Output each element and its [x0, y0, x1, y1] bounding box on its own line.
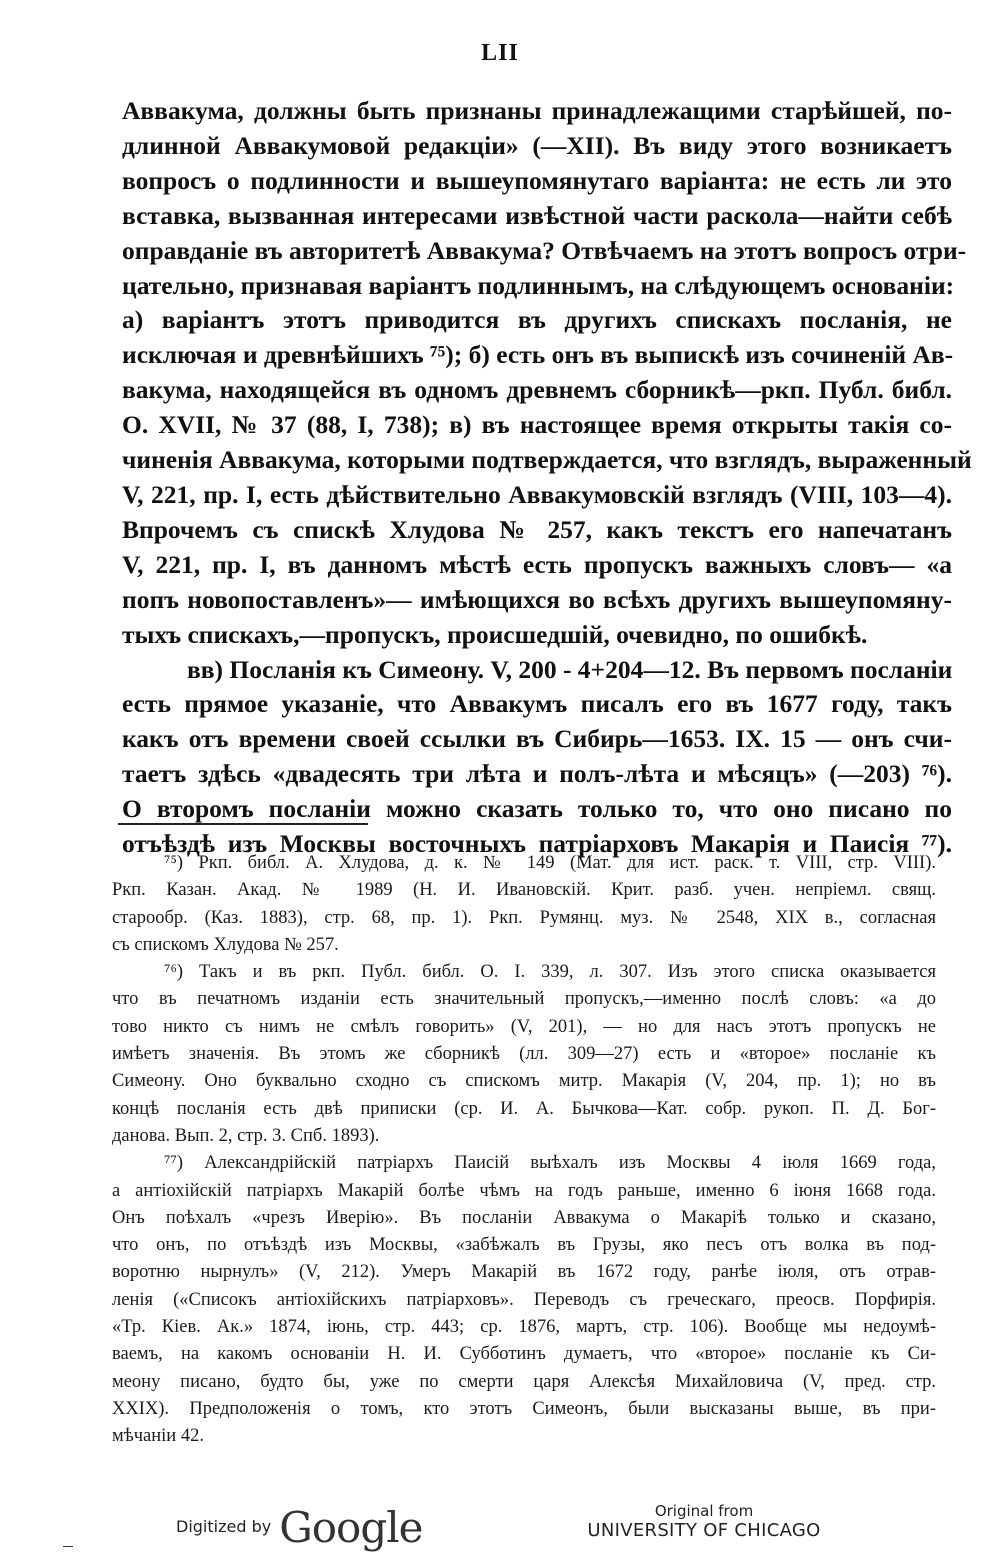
text-line: цательно, признавая варіантъ подлиннымъ, на слѣдующемъ основаніи: [122, 270, 955, 300]
footnotes [112, 850, 936, 1451]
text-line: V, 221, пр. I, есть дѣйствительно Аввакумовскій взглядъ (VIII, 103—4). [122, 479, 952, 509]
text-line: вакума, находящейся въ одномъ древнемъ сборникѣ—ркп. Публ. библ. [122, 375, 952, 405]
original-from-label: Original from [654, 1502, 754, 1520]
footnote-line: ⁷⁶) Такъ и въ ркп. Публ. библ. О. I. 339, л. 307. Изъ этого списка оказывается [164, 962, 936, 983]
footnote-line: меону писано, будто бы, уже по смерти царя Алексѣя Михайловича (V, пред. стр. [112, 1371, 936, 1392]
text-line: таетъ здѣсь «двадесять три лѣта и полъ-лѣта и мѣсяцъ» (—203) ⁷⁶). [122, 759, 952, 789]
text-line: тыхъ спискахъ,—пропускъ, происшедшій, очевидно, по ошибкѣ. [122, 619, 868, 649]
footnote-line: данова. Вып. 2, стр. 3. Спб. 1893). [112, 1125, 380, 1146]
text-line: вопросъ о подлинности и вышеупомянутаго варіанта: не есть ли это [122, 165, 952, 195]
footnote-separator [118, 823, 368, 825]
text-line: чиненія Аввакума, которыми подтверждается, что взглядъ, выраженный [122, 445, 972, 475]
footnote-line: старообр. (Каз. 1883), стр. 68, пр. 1). Ркп. Румянц. муз. № 2548, XIX в., согласная [112, 907, 936, 928]
footnote-line: а антіохійскій патріархъ Макарій болѣе чѣмъ на годъ раньше, именно 6 іюня 1668 года. [112, 1180, 936, 1201]
text-line: Аввакума, должны быть признаны принадлежащими старѣйшей, по- [122, 96, 952, 125]
footnote-line: ⁷⁷) Александрійскій патріархъ Паисій выѣхалъ изъ Москвы 4 іюля 1669 года, [164, 1153, 936, 1174]
paragraph-1 [122, 94, 972, 653]
main-text [122, 94, 972, 862]
footnote-line: Ркп. Казан. Акад. № 1989 (Н. И. Ивановскій. Крит. разб. учен. непріемл. свящ. [112, 880, 936, 901]
text-line: попъ новопоставленъ»— имѣющихся во всѣхъ другихъ вышеупомяну- [122, 584, 952, 614]
university-label: UNIVERSITY OF CHICAGO [587, 1520, 821, 1541]
footnote-line: Онъ поѣхалъ «чрезъ Иверію». Въ посланіи Аввакума о Макаріѣ только и сказано, [112, 1207, 936, 1228]
footnote-line: тово никто съ нимъ не смѣлъ говорить» (V, 201), — но для насъ этотъ пропускъ не [112, 1016, 936, 1037]
footnote-line: имѣетъ значенія. Въ этомъ же сборникѣ (лл. 309—27) есть и «второе» посланіе къ [112, 1044, 936, 1065]
original-from [584, 1502, 824, 1541]
footnote-75 [112, 850, 936, 959]
google-logo: Google [279, 1503, 423, 1552]
text-line: О второмъ посланіи можно сказать только то, что оно писано по [122, 794, 952, 824]
text-line: Впрочемъ съ спискѣ Хлудова № 257, какъ текстъ его напечатанъ [122, 514, 952, 544]
text-line: О. XVII, № 37 (88, I, 738); в) въ настоящее время открыты такія со- [122, 410, 952, 440]
text-line: длинной Аввакумовой редакціи» (—XII). Въ виду этого возникаетъ [122, 130, 952, 160]
page-number: LII [481, 40, 519, 66]
digitized-by-google [176, 1492, 423, 1552]
footnote-line: съ спискомъ Хлудова № 257. [112, 934, 339, 955]
footnote-76 [112, 959, 936, 1150]
footnote-line: ленія («Списокъ антіохійскихъ патріарховъ». Переводъ съ греческаго, преосв. Порфирія. [112, 1289, 936, 1310]
footnote-line: концѣ посланія есть двѣ приписки (ср. И. А. Бычкова—Кат. собр. рукоп. П. Д. Бог- [112, 1098, 936, 1119]
footnote-line: «Тр. Кіев. Ак.» 1874, іюнь, стр. 443; ср. 1876, мартъ, стр. 106). Вообще мы недоумѣ- [112, 1317, 936, 1338]
footnote-line: что въ печатномъ изданіи есть значительный пропускъ,—именно послѣ словъ: «а до [112, 989, 936, 1010]
footnote-line: ⁷⁵) Ркп. библ. А. Хлудова, д. к. № 149 (Мат. для ист. раск. т. VIII, стр. VIII). [164, 853, 936, 873]
text-line: какъ отъ времени своей ссылки въ Сибирь—1653. IX. 15 — онъ счи- [122, 724, 952, 754]
footnote-line: Симеону. Оно буквально сходно съ спискомъ митр. Макарія (V, 204, пр. 1); но въ [112, 1071, 936, 1092]
footnote-77 [112, 1150, 936, 1450]
footnote-line: ваемъ, на какомъ основаніи Н. И. Субботинъ думаетъ, что «второе» посланіе къ Си- [112, 1344, 936, 1365]
text-line: V, 221, пр. I, въ данномъ мѣстѣ есть пропускъ важныхъ словъ— «а [122, 549, 952, 579]
text-line: а) варіантъ этотъ приводится въ другихъ спискахъ посланія, не [122, 305, 952, 335]
footnote-line: что онъ, по отъѣздѣ изъ Москвы, «забѣжалъ въ Грузы, яко песъ отъ волка въ под- [112, 1235, 936, 1256]
footnote-line: мѣчаніи 42. [112, 1426, 204, 1447]
paragraph-2 [122, 653, 952, 862]
text-line: вставка, вызванная интересами извѣстной части раскола—найти себѣ [122, 200, 952, 230]
corner-mark [63, 1546, 73, 1547]
digitized-by-label: Digitized by [176, 1517, 272, 1536]
text-line: исключая и древнѣйшихъ ⁷⁵); б) есть онъ въ выпискѣ изъ сочиненій Ав- [122, 340, 954, 370]
footnote-line: воротню нырнулъ» (V, 212). Умеръ Макарій въ 1672 году, ранѣе іюля, отъ отрав- [112, 1262, 936, 1283]
text-line: вв) Посланія къ Симеону. V, 200 - 4+204—12. Въ первомъ посланіи [187, 654, 953, 684]
text-line: есть прямое указаніе, что Аввакумъ писалъ его въ 1677 году, такъ [122, 689, 952, 719]
text-line: оправданіе въ авторитетѣ Аввакума? Отвѣчаемъ на этотъ вопросъ отри- [122, 235, 967, 265]
footnote-line: XXIX). Предположенія о томъ, кто этотъ Симеонъ, были высказаны выше, въ при- [112, 1398, 936, 1419]
text-line: отъѣздѣ изъ Москвы восточныхъ патріарховъ Макарія и Паисія ⁷⁷). [122, 829, 952, 859]
